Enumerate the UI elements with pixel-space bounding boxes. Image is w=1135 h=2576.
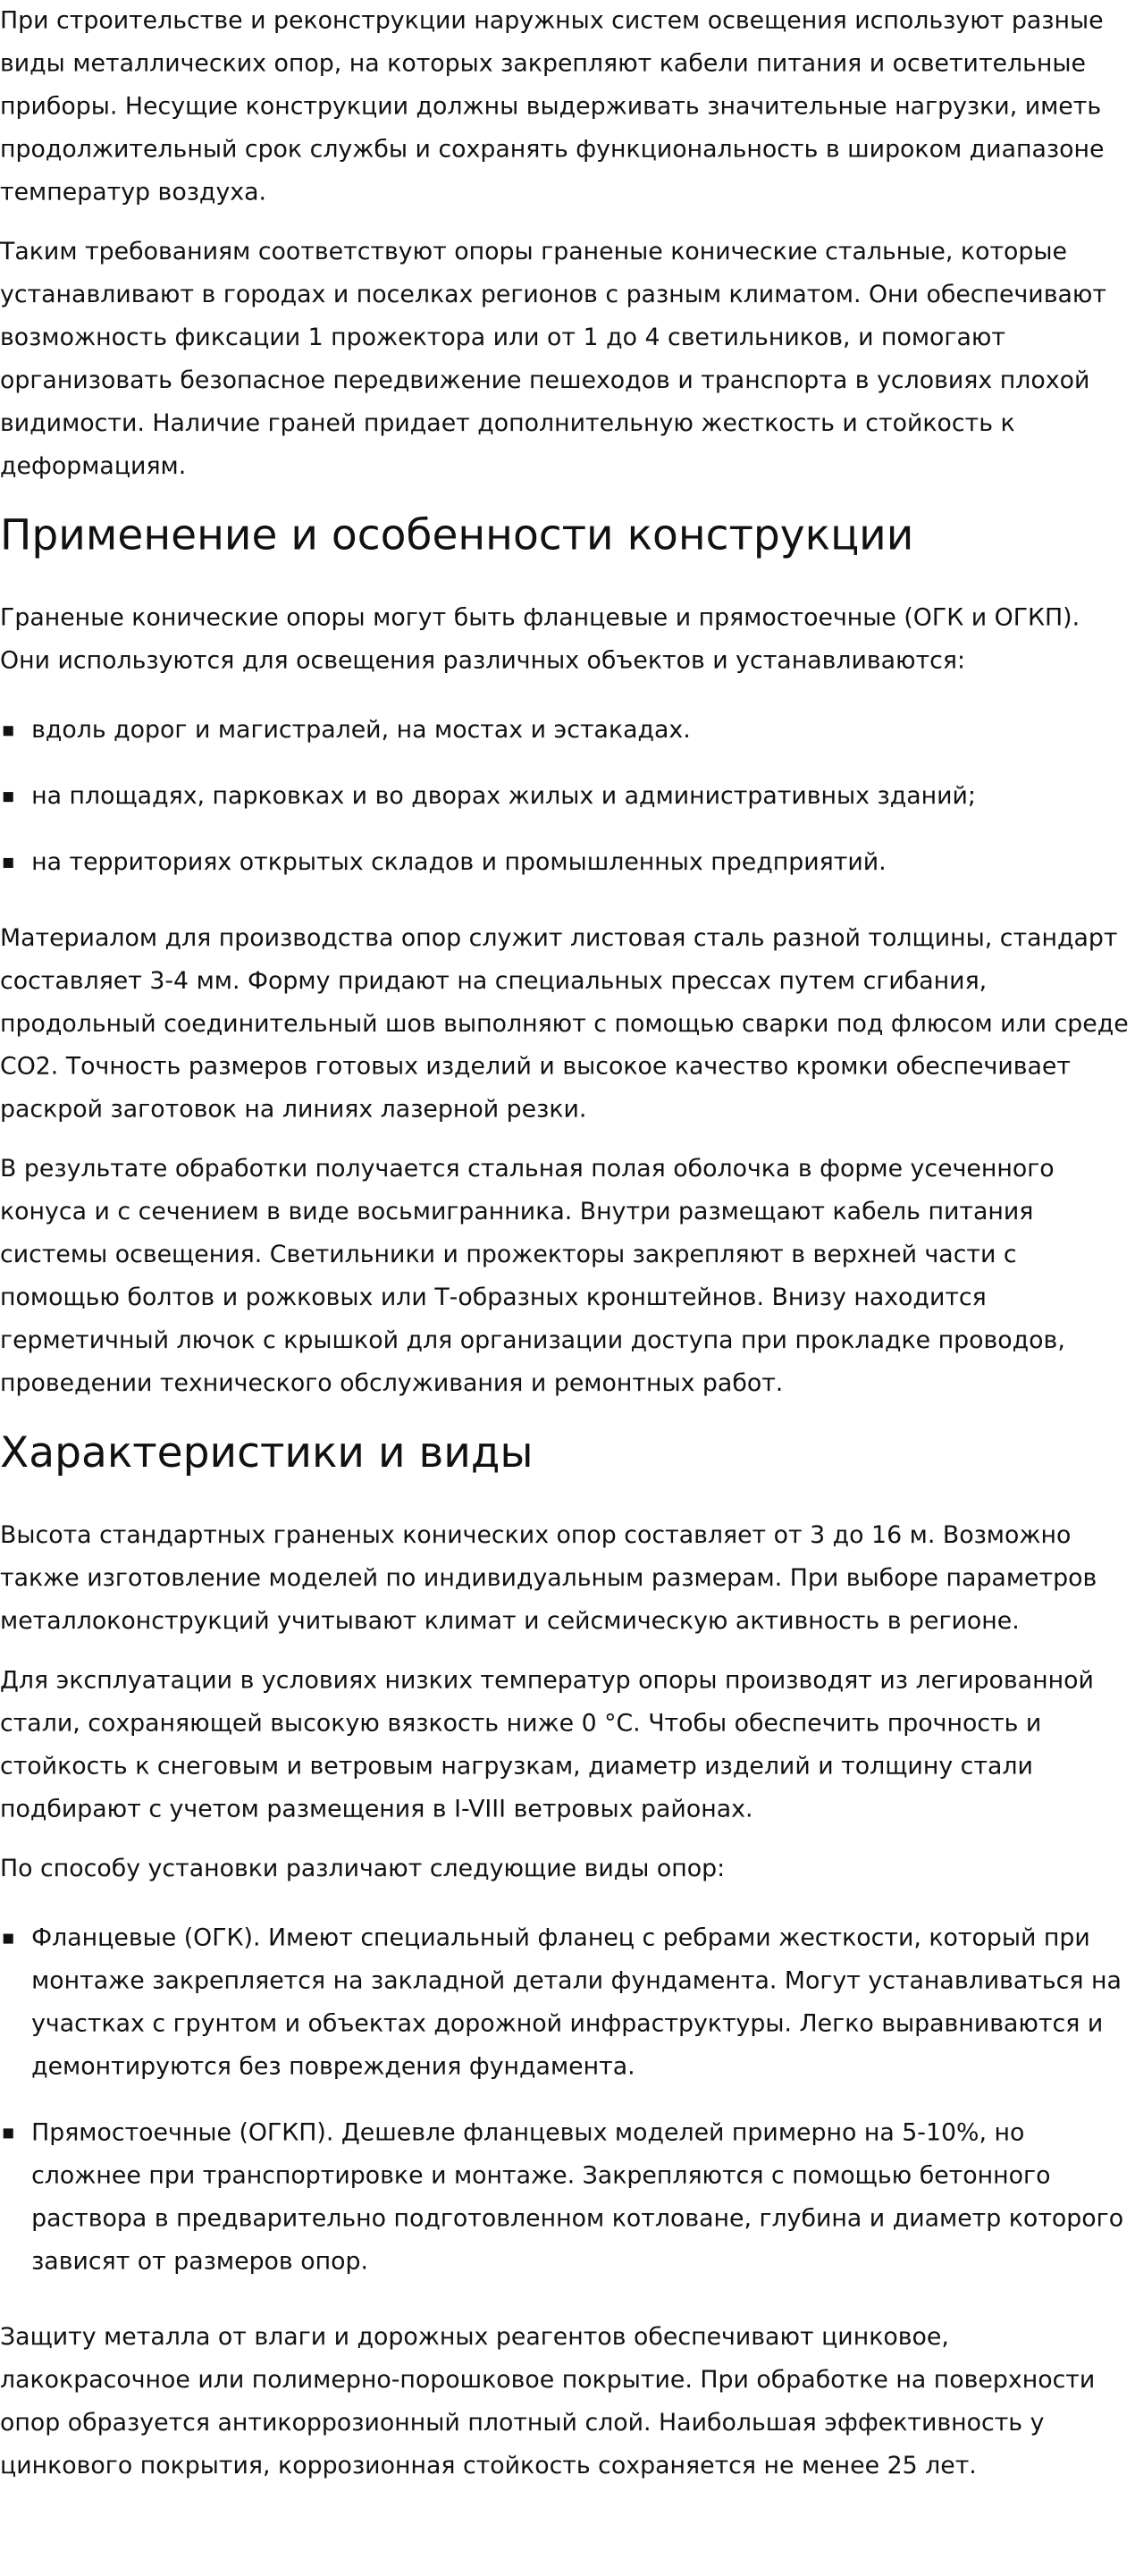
intro-paragraph: Таким требованиям соответствуют опоры граненые конические стальные, которые устанавливают в городах и поселках регионов с разным климатом. Они обеспечивают возможность фиксации 1 прожектора или от 1 до 4 светильников, и помогают организовать безопасное передвижение пешеходов и транспорта в условиях плохой видимости. Наличие граней придает дополнительную жесткость и стойкость к деформациям. bbox=[0, 239, 1107, 481]
list-item-text: Прямостоечные (ОГКП). Дешевле фланцевых моделей примерно на 5-10%, но сложнее при транспортировке и монтаже. Закрепляются с помощью бетонного раствора в предварительно подготовленном котловане, глубина и диаметр которого зависят от размеров опор. bbox=[31, 2120, 1124, 2276]
list-item bbox=[0, 1917, 1135, 2089]
intro-paragraph: При строительстве и реконструкции наружных систем освещения используют разные виды металлических опор, на которых закрепляют кабели питания и осветительные приборы. Несущие конструкции должны выдерживать значительные нагрузки, иметь продолжительный срок службы и сохранять функциональность в широком диапазоне температур воздуха. bbox=[0, 8, 1105, 206]
list-item-text: на территориях открытых складов и промышленных предприятий. bbox=[31, 849, 887, 877]
body-paragraph: В результате обработки получается стальная полая оболочка в форме усеченного конуса и с сечением в виде восьмигранника. Внутри размещают кабель питания системы освещения. Светильники и прожекторы закрепляют в верхней части с помощью болтов и рожковых или Т-образных кронштейнов. Внизу находится герметичный лючок с крышкой для организации доступа при прокладке проводов, проведении технического обслуживания и ремонтных работ. bbox=[0, 1157, 1065, 1398]
usage-list bbox=[0, 710, 1135, 885]
square-bullet-icon bbox=[4, 2128, 13, 2138]
square-bullet-icon bbox=[4, 1934, 13, 1944]
list-item-text: Фланцевые (ОГК). Имеют специальный фланец с ребрами жесткости, который при монтаже закрепляется на закладной детали фундамента. Могут устанавливаться на участках с грунтом и объектах дорожной инфраструктуры. Легко выравниваются и демонтируются без повреждения фундамента. bbox=[31, 1925, 1122, 2081]
body-paragraph: Высота стандартных граненых конических опор составляет от 3 до 16 м. Возможно также изготовление моделей по индивидуальным размерам. При выборе параметров металлоконструкций учитывают климат и сейсмическую активность в регионе. bbox=[0, 1522, 1097, 1636]
section-heading-application: Применение и особенности конструкции bbox=[0, 511, 914, 561]
square-bullet-icon bbox=[4, 726, 13, 736]
list-item-text: на площадях, парковках и во дворах жилых и административных зданий; bbox=[31, 783, 976, 811]
square-bullet-icon bbox=[4, 858, 13, 868]
body-paragraph: По способу установки различают следующие виды опор: bbox=[0, 1856, 726, 1883]
list-item bbox=[0, 841, 1135, 884]
body-paragraph: Материалом для производства опор служит листовая сталь разной толщины, стандарт составляет 3-4 мм. Форму придают на специальных прессах путем сгибания, продольный соединительный шов выполняют с помощью сварки под флюсом или среде CO2. Точность размеров готовых изделий и высокое качество кромки обеспечивает раскрой заготовок на линиях лазерной резки. bbox=[0, 925, 1129, 1124]
square-bullet-icon bbox=[4, 792, 13, 802]
body-paragraph: Для эксплуатации в условиях низких температур опоры производят из легированной стали, сохраняющей высокую вязкость ниже 0 °С. Чтобы обеспечить прочность и стойкость к снеговым и ветровым нагрузкам, диаметр изделий и толщину стали подбирают с учетом размещения в I-VIII ветровых районах. bbox=[0, 1668, 1094, 1823]
section-lead-paragraph: Граненые конические опоры могут быть фланцевые и прямостоечные (ОГК и ОГКП). Они используются для освещения различных объектов и устанавливаются: bbox=[0, 605, 1080, 676]
list-item bbox=[0, 776, 1135, 819]
closing-paragraph: Защиту металла от влаги и дорожных реагентов обеспечивают цинковое, лакокрасочное или полимерно-порошковое покрытие. При обработке на поверхности опор образуется антикоррозионный плотный слой. Наибольшая эффективность у цинкового покрытия, коррозионная стойкость сохраняется не менее 25 лет. bbox=[0, 2325, 1096, 2480]
section-heading-characteristics: Характеристики и виды bbox=[0, 1428, 534, 1479]
types-list bbox=[0, 1917, 1135, 2284]
list-item bbox=[0, 2112, 1135, 2284]
list-item-text: вдоль дорог и магистралей, на мостах и эстакадах. bbox=[31, 718, 691, 745]
list-item bbox=[0, 710, 1135, 753]
